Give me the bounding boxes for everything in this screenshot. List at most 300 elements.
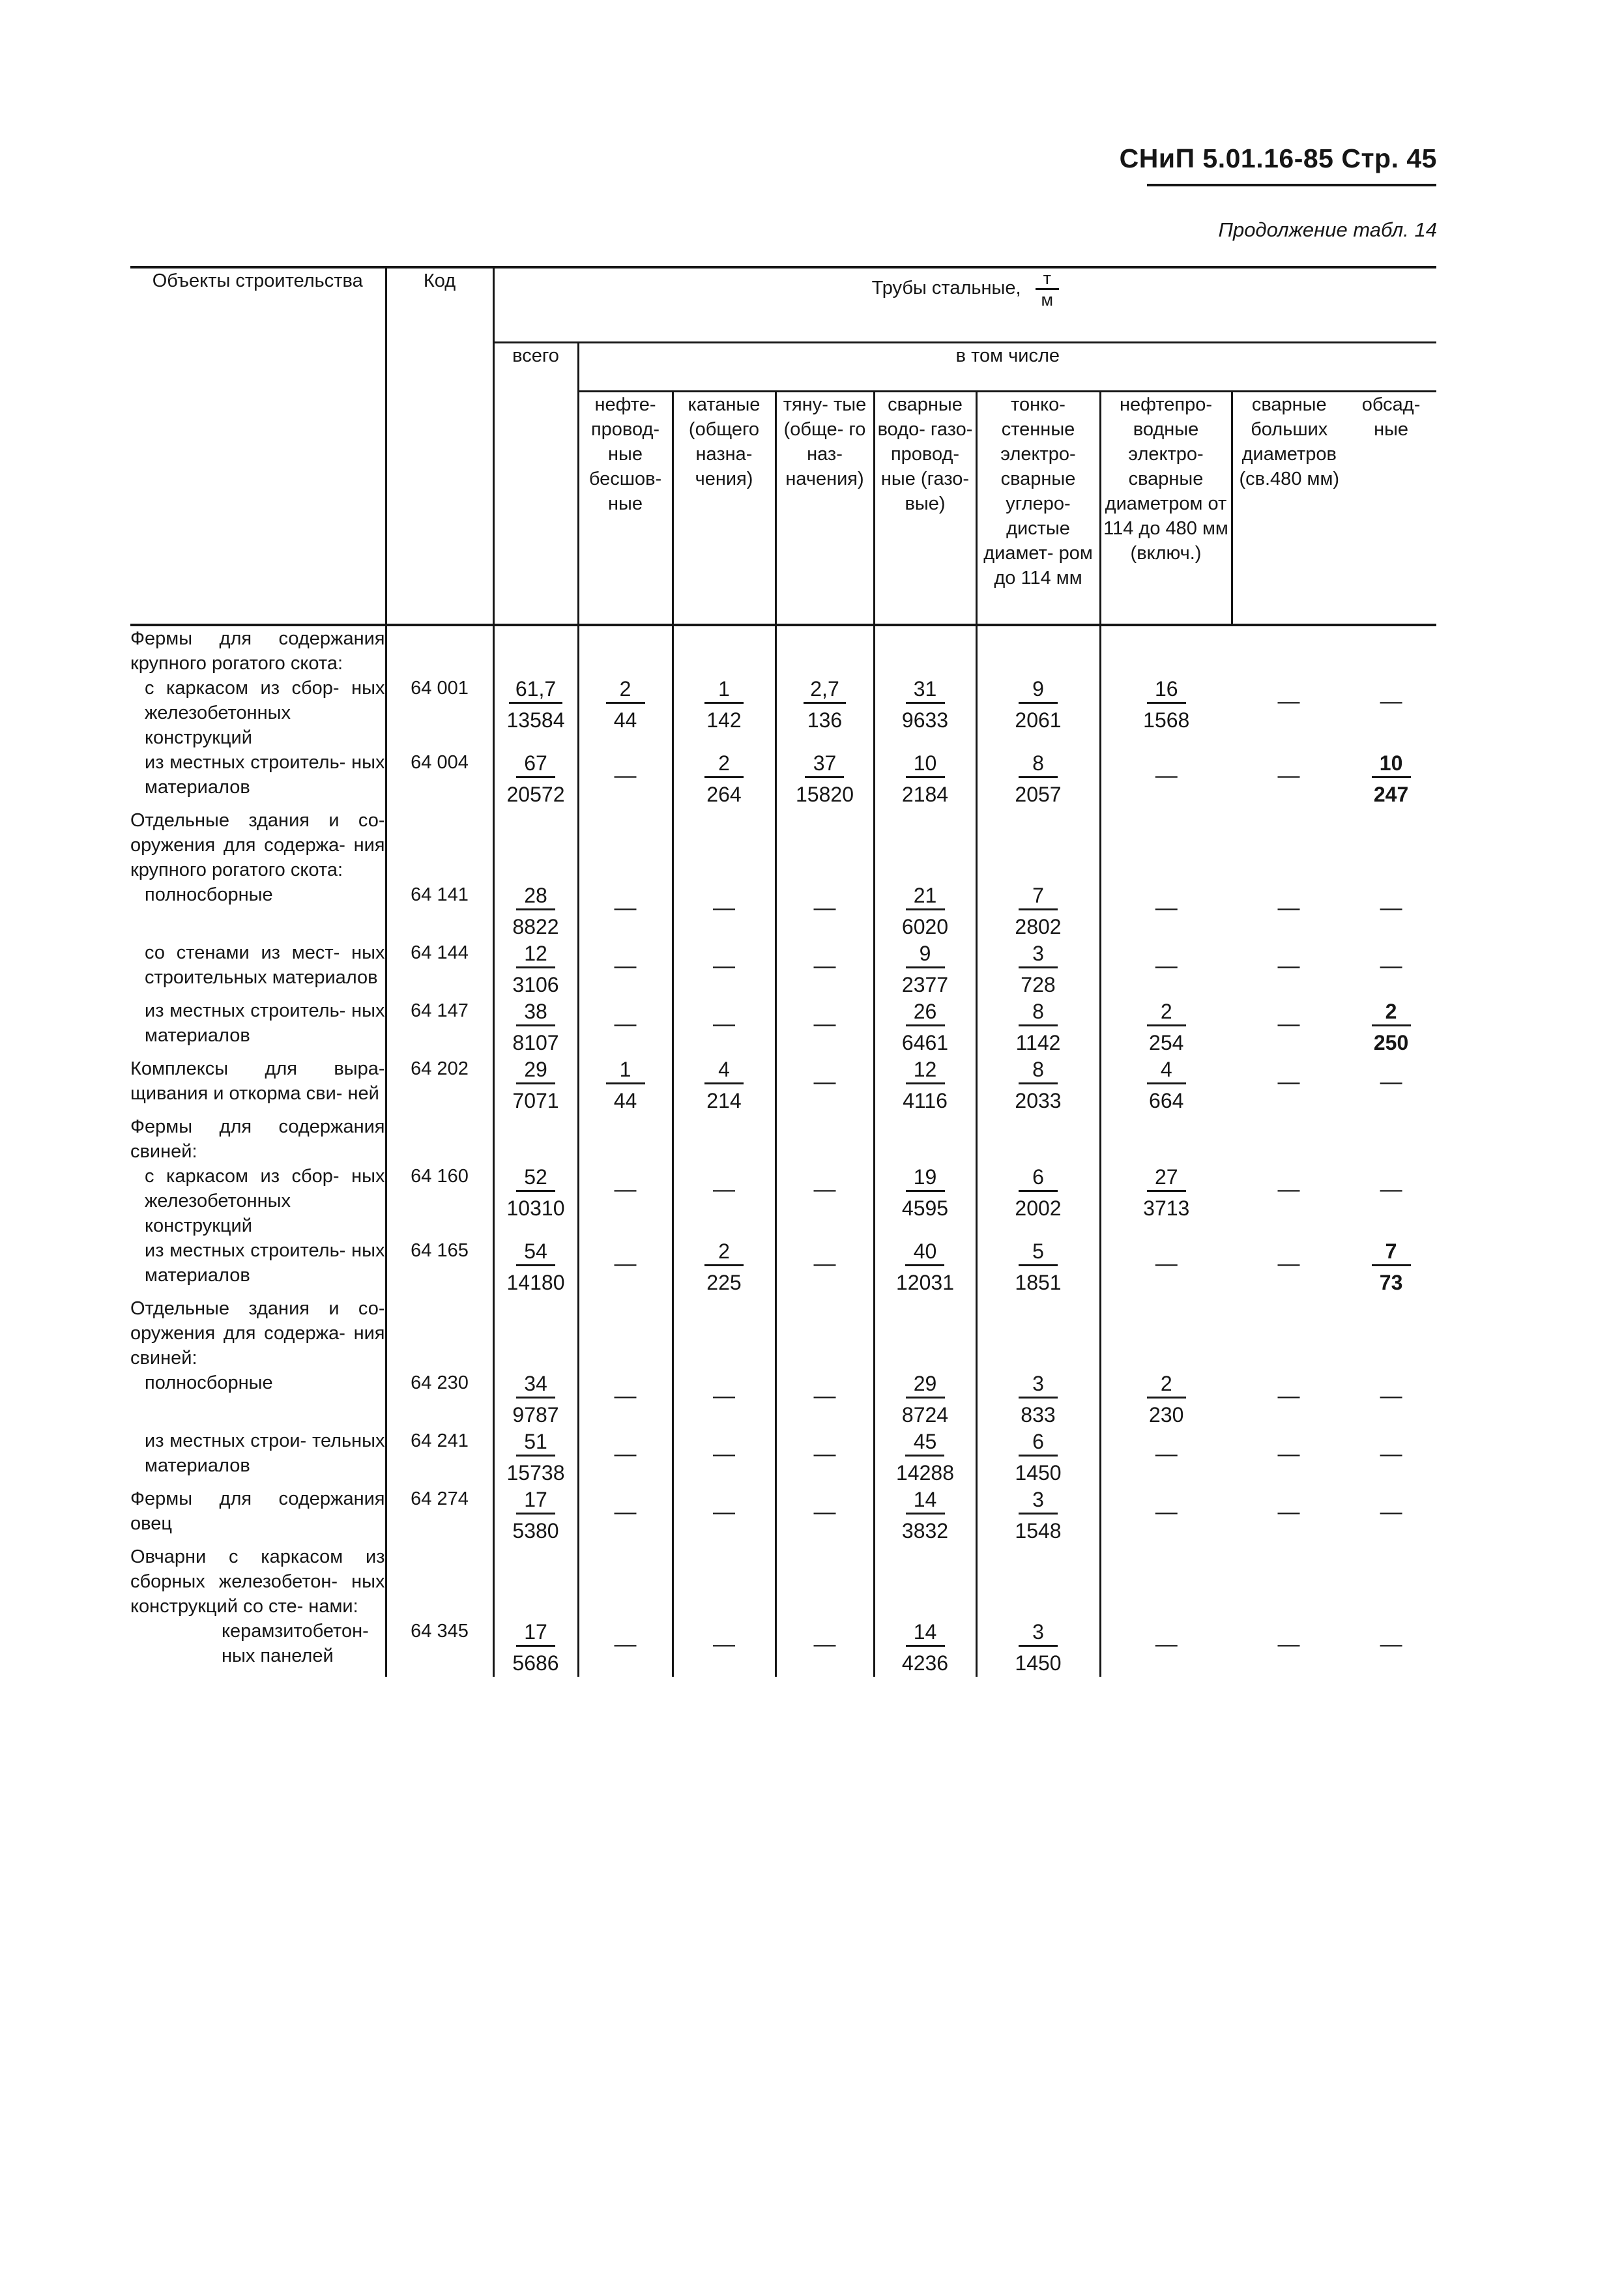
value-fraction [1015,676,1061,734]
value-tonnes: 2 [704,750,744,778]
value-dash: — [1155,895,1178,920]
empty-cell [976,808,1100,882]
value-fraction [902,676,948,734]
value-dash-cell [1346,1056,1436,1114]
row-code: 64 165 [386,1238,493,1296]
value-metres: 13584 [506,708,565,732]
value-metres: 15738 [506,1461,565,1485]
value-fraction [902,1370,948,1428]
value-dash: — [1277,763,1300,788]
row-object-name: Фермы для содержания овец [130,1488,385,1534]
value-dash: — [813,1442,836,1466]
value-metres: 9633 [901,708,949,732]
value-dash: — [614,953,637,978]
value-tonnes: 4 [1147,1056,1186,1084]
value-fraction [902,998,948,1056]
value-dash-cell [578,940,673,998]
empty-cell [1232,1544,1346,1619]
value-dash: — [1155,1500,1178,1524]
value-fraction-cell [874,676,976,750]
empty-cell [673,808,776,882]
row-code: 64 001 [386,676,493,750]
value-dash-cell [1232,1370,1346,1428]
value-fraction-cell [493,1164,578,1238]
row-object-name: Отдельные здания и со- оружения для содержа- ния крупного рогатого скота: [130,810,385,880]
value-dash-cell [776,1486,874,1544]
value-fraction-cell [976,1428,1100,1486]
value-dash: — [713,1177,735,1202]
table-row [130,1296,1436,1370]
value-metres: 9787 [512,1403,559,1427]
value-fraction-cell [493,750,578,808]
row-object-name: керамзитобетон- ных панелей [222,1621,369,1666]
value-fraction [512,940,558,998]
value-metres: 10310 [506,1196,565,1220]
empty-cell [493,808,578,882]
table-row [130,940,1436,998]
value-metres: 15820 [796,783,854,806]
header-total: всего [493,343,578,626]
empty-cell [493,1296,578,1370]
value-fraction [1143,1164,1189,1222]
value-fraction [512,882,558,940]
value-fraction [896,1428,954,1486]
row-object-name: из местных строитель- ных материалов [145,1240,385,1286]
value-fraction-cell [673,676,776,750]
value-fraction-cell [493,1056,578,1114]
value-tonnes: 19 [906,1164,945,1192]
row-code: 64 141 [386,882,493,940]
value-dash: — [614,895,637,920]
value-metres: 14288 [896,1461,954,1485]
value-fraction [606,1056,645,1114]
value-tonnes: 2 [606,676,645,704]
value-dash: — [1277,1442,1300,1466]
empty-cell [578,625,673,676]
value-metres: 2802 [1015,915,1062,938]
row-object-name: из местных строи- тельных материалов [145,1430,385,1476]
row-object-name: со стенами из мест- ных строительных материалов [145,942,385,988]
value-fraction-cell [578,676,673,750]
value-fraction-cell [776,750,874,808]
title-underline [1147,184,1436,186]
value-metres: 214 [706,1089,742,1112]
value-dash: — [1380,1442,1402,1466]
value-fraction-cell [874,1370,976,1428]
value-tonnes: 26 [906,998,945,1026]
value-fraction-cell [673,750,776,808]
value-metres: 664 [1149,1089,1184,1112]
header-subcolumn: обсад- ные [1346,392,1436,626]
empty-cell [1346,625,1436,676]
value-dash: — [713,1384,735,1408]
value-fraction-cell [493,676,578,750]
value-tonnes: 7 [1019,882,1058,910]
row-code: 64 004 [386,750,493,808]
value-fraction [1372,1238,1411,1296]
header-subcolumn: сварные водо- газо- провод- ные (газо- вые) [874,392,976,626]
value-dash-cell [1100,750,1232,808]
value-metres: 7071 [512,1089,559,1112]
row-object-name: полносборные [145,1372,273,1393]
row-object-name: полносборные [145,884,273,905]
value-dash: — [1155,1251,1178,1276]
value-metres: 1851 [1015,1271,1062,1294]
value-metres: 3832 [901,1519,949,1543]
value-metres: 225 [706,1271,742,1294]
value-fraction [507,676,565,734]
value-dash: — [813,1069,836,1094]
table-row [130,1619,1436,1677]
value-fraction [902,1486,948,1544]
value-fraction [903,1056,948,1114]
value-fraction [1015,1486,1061,1544]
row-code [386,625,493,676]
value-dash: — [1277,1500,1300,1524]
value-dash-cell [1232,1164,1346,1238]
empty-cell [493,625,578,676]
table-grid [130,266,1436,1677]
value-dash: — [713,953,735,978]
value-dash-cell [578,1619,673,1677]
value-dash: — [614,1442,637,1466]
value-dash-cell [578,1486,673,1544]
empty-cell [673,1114,776,1164]
value-metres: 1548 [1015,1519,1062,1543]
value-metres: 4116 [903,1089,948,1112]
table-row [130,998,1436,1056]
value-dash: — [813,1011,836,1036]
table-row [130,1486,1436,1544]
value-metres: 12031 [896,1271,954,1294]
value-metres: 20572 [506,783,565,806]
value-fraction [1015,882,1061,940]
value-dash: — [1277,953,1300,978]
row-code: 64 230 [386,1370,493,1428]
value-tonnes: 28 [516,882,555,910]
value-dash: — [1155,1632,1178,1657]
value-dash: — [1380,1384,1402,1408]
value-tonnes: 37 [805,750,844,778]
value-dash-cell [1346,940,1436,998]
value-tonnes: 2 [1147,1370,1186,1399]
value-dash: — [1277,1011,1300,1036]
value-dash-cell [1232,998,1346,1056]
empty-cell [776,1114,874,1164]
value-dash: — [813,1632,836,1657]
value-metres: 4595 [901,1196,949,1220]
empty-cell [1100,1296,1232,1370]
empty-cell [874,1296,976,1370]
value-dash-cell [578,1164,673,1238]
value-tonnes: 2 [704,1238,744,1266]
row-code: 64 160 [386,1164,493,1238]
value-fraction-cell [493,1619,578,1677]
value-fraction-cell [976,1370,1100,1428]
value-metres: 254 [1149,1031,1184,1054]
value-fraction-cell [976,1238,1100,1296]
empty-cell [493,1544,578,1619]
value-dash: — [1277,689,1300,714]
value-tonnes: 17 [516,1486,555,1515]
value-dash: — [713,895,735,920]
value-metres: 2377 [901,973,949,996]
value-dash-cell [1346,676,1436,750]
table-row [130,1370,1436,1428]
value-fraction-cell [493,998,578,1056]
value-tonnes: 3 [1019,940,1058,968]
value-fraction-cell [1100,1370,1232,1428]
value-dash: — [713,1442,735,1466]
value-fraction-cell [874,998,976,1056]
value-tonnes: 14 [906,1486,945,1515]
value-tonnes: 14 [906,1619,945,1647]
table-row [130,1428,1436,1486]
value-fraction [507,1238,565,1296]
value-metres: 833 [1021,1403,1056,1427]
empty-cell [1100,625,1232,676]
header-subcolumn: тяну- тые (обще- го наз- начения) [776,392,874,626]
value-fraction-cell [776,676,874,750]
row-code: 64 202 [386,1056,493,1114]
value-dash: — [713,1632,735,1657]
value-tonnes: 3 [1019,1619,1058,1647]
page-title: СНиП 5.01.16-85 Стр. 45 [1119,143,1437,173]
value-dash-cell [776,1428,874,1486]
value-dash: — [614,1500,637,1524]
value-dash-cell [776,940,874,998]
value-fraction-cell [493,1428,578,1486]
value-dash: — [614,1632,637,1657]
value-dash: — [1380,1177,1402,1202]
value-fraction [512,1486,558,1544]
empty-cell [1100,1544,1232,1619]
empty-cell [1232,808,1346,882]
value-tonnes: 2,7 [804,676,845,704]
value-dash: — [1155,763,1178,788]
value-fraction-cell [493,940,578,998]
value-fraction-cell [673,1238,776,1296]
value-dash: — [813,895,836,920]
value-dash: — [614,763,637,788]
value-fraction [1147,1370,1186,1428]
row-code: 64 147 [386,998,493,1056]
unit-fraction: т м [1036,268,1059,310]
value-fraction [1016,998,1061,1056]
value-dash-cell [1346,1370,1436,1428]
value-dash: — [1155,953,1178,978]
value-dash-cell [1232,676,1346,750]
value-dash: — [1380,1500,1402,1524]
value-fraction [902,882,948,940]
value-fraction-cell [874,1486,976,1544]
value-fraction [1019,940,1058,998]
empty-cell [1232,625,1346,676]
value-fraction-cell [874,882,976,940]
value-fraction-cell [976,1164,1100,1238]
value-dash-cell [1232,1486,1346,1544]
value-tonnes: 12 [906,1056,945,1084]
value-dash: — [614,1177,637,1202]
value-dash: — [1380,1632,1402,1657]
table-row [130,808,1436,882]
value-tonnes: 52 [516,1164,555,1192]
value-fraction-cell [874,1619,976,1677]
value-dash-cell [673,1370,776,1428]
value-dash-cell [1100,940,1232,998]
empty-cell [493,1114,578,1164]
value-fraction [1015,1428,1061,1486]
empty-cell [578,1544,673,1619]
empty-cell [776,808,874,882]
table-row [130,882,1436,940]
value-dash-cell [578,1428,673,1486]
value-fraction [902,750,948,808]
row-object-name: с каркасом из сбор- ных железобетонных конструкций [145,1166,385,1236]
value-metres: 6461 [901,1031,949,1054]
value-dash-cell [776,1056,874,1114]
value-fraction [902,1164,948,1222]
value-fraction [507,1428,565,1486]
value-tonnes: 21 [906,882,945,910]
value-fraction-cell [874,1428,976,1486]
value-metres: 14180 [506,1271,565,1294]
value-dash-cell [1232,1238,1346,1296]
value-fraction-cell [1100,1164,1232,1238]
value-fraction [512,1370,558,1428]
value-fraction [704,1056,744,1114]
table-row [130,1114,1436,1164]
value-metres: 8724 [901,1403,949,1427]
value-dash-cell [673,882,776,940]
value-fraction-cell [1346,1238,1436,1296]
value-dash: — [813,953,836,978]
value-dash-cell [1346,1486,1436,1544]
empty-cell [874,625,976,676]
value-dash-cell [776,1164,874,1238]
value-tonnes: 3 [1019,1486,1058,1515]
value-fraction [704,1238,744,1296]
value-tonnes: 17 [516,1619,555,1647]
value-fraction [902,940,948,998]
value-tonnes: 12 [516,940,555,968]
value-tonnes: 9 [1019,676,1058,704]
value-fraction-cell [1100,998,1232,1056]
value-tonnes: 54 [516,1238,555,1266]
value-dash-cell [578,750,673,808]
value-dash-cell [1100,1619,1232,1677]
value-tonnes: 51 [516,1428,555,1457]
value-metres: 8107 [512,1031,559,1054]
value-fraction-cell [578,1056,673,1114]
table-row [130,1056,1436,1114]
value-fraction-cell [1346,998,1436,1056]
header-subcolumn: тонко- стенные электро- сварные углеро- дистые диамет- ром до 114 мм [976,392,1100,626]
value-dash-cell [1100,882,1232,940]
value-tonnes: 29 [516,1056,555,1084]
value-dash: — [713,1500,735,1524]
value-dash-cell [673,1164,776,1238]
value-metres: 1450 [1015,1461,1062,1485]
value-dash-cell [673,1619,776,1677]
value-metres: 6020 [901,915,949,938]
value-fraction [606,676,645,734]
row-code [386,1114,493,1164]
value-dash-cell [578,998,673,1056]
value-tonnes: 29 [906,1370,945,1399]
value-fraction-cell [874,1056,976,1114]
empty-cell [578,808,673,882]
value-dash: — [1277,895,1300,920]
table-row [130,750,1436,808]
row-object-name: из местных строитель- ных материалов [145,752,385,798]
value-dash: — [614,1384,637,1408]
empty-cell [776,625,874,676]
value-fraction-cell [976,882,1100,940]
table-row [130,1544,1436,1619]
value-dash: — [1277,1069,1300,1094]
value-fraction [512,1056,558,1114]
value-tonnes: 40 [905,1238,944,1266]
row-code: 64 345 [386,1619,493,1677]
value-dash: — [1380,1069,1402,1094]
value-dash: — [813,1384,836,1408]
value-metres: 3713 [1143,1196,1190,1220]
value-metres: 230 [1149,1403,1184,1427]
value-dash-cell [578,1370,673,1428]
empty-cell [1346,1114,1436,1164]
value-fraction [512,1619,558,1677]
empty-cell [776,1296,874,1370]
value-dash: — [1155,1442,1178,1466]
value-dash: — [713,1011,735,1036]
value-fraction-cell [874,940,976,998]
value-tonnes: 31 [906,676,945,704]
value-dash-cell [1100,1238,1232,1296]
value-dash-cell [1232,750,1346,808]
value-fraction-cell [1100,676,1232,750]
header-including: в том числе [578,343,1436,392]
value-fraction [1147,998,1186,1056]
value-dash: — [813,1251,836,1276]
value-fraction-cell [976,750,1100,808]
value-dash-cell [1232,1619,1346,1677]
value-tonnes: 1 [704,676,744,704]
header-subcolumn: катаные (общего назна- чения) [673,392,776,626]
empty-cell [1100,808,1232,882]
value-dash-cell [1232,1428,1346,1486]
value-tonnes: 7 [1372,1238,1411,1266]
value-dash-cell [1100,1486,1232,1544]
empty-cell [1346,1544,1436,1619]
value-fraction [896,1238,954,1296]
value-tonnes: 1 [606,1056,645,1084]
row-code: 64 144 [386,940,493,998]
value-metres: 73 [1379,1271,1403,1294]
value-dash: — [1380,689,1402,714]
value-dash-cell [578,882,673,940]
row-object-name: Овчарни с каркасом из сборных железобетон- ных конструкций со сте- нами: [130,1546,385,1617]
value-dash-cell [1346,1164,1436,1238]
value-dash: — [614,1011,637,1036]
empty-cell [776,1544,874,1619]
value-fraction-cell [493,882,578,940]
value-metres: 2057 [1015,783,1062,806]
value-fraction [1015,1164,1061,1222]
value-tonnes: 5 [1019,1238,1058,1266]
value-fraction-cell [1100,1056,1232,1114]
value-tonnes: 8 [1019,998,1058,1026]
